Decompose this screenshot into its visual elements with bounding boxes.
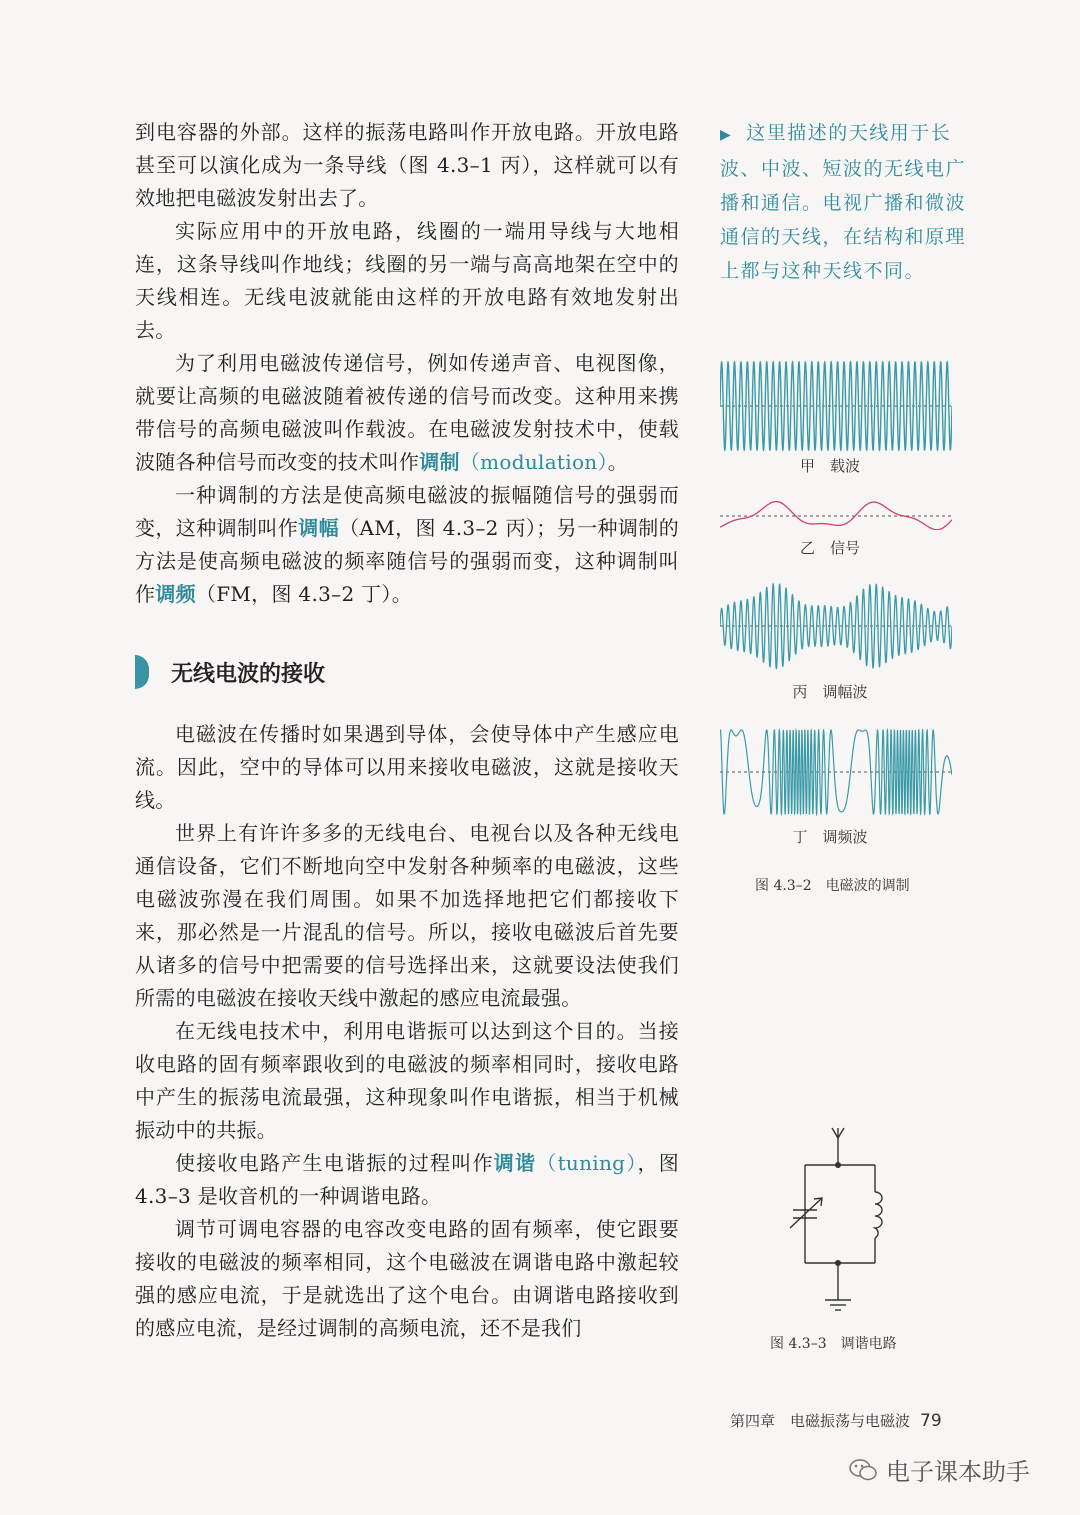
chapter-title: 第四章 电磁振荡与电磁波 bbox=[730, 1412, 911, 1430]
label-carrier: 甲 载波 bbox=[799, 457, 860, 475]
paragraph-9: 调节可调电容器的电容改变电路的固有频率，使它跟要接收的电磁波的频率相同，这个电磁波在调谐电路中激起较强的感应电流，于是就选出了这个电台。由调谐电路接收到的感应电流，是经过调制的高频电流，还不是我们 bbox=[135, 1217, 679, 1340]
paragraph-8: 使接收电路产生电谐振的过程叫作调谐（tuning），图 4.3–3 是收音机的一种调谐电路。 bbox=[135, 1151, 680, 1208]
tuning-circuit-diagram bbox=[780, 1120, 910, 1320]
main-text-block-2 bbox=[135, 718, 679, 1345]
label-signal: 乙 信号 bbox=[799, 539, 860, 557]
paragraph-2: 实际应用中的开放电路，线圈的一端用导线与大地相连，这条导线叫作地线；线圈的另一端与高高地架在空中的天线相连。无线电波就能由这样的开放电路有效地发射出去。 bbox=[135, 219, 679, 342]
carrier-wave bbox=[720, 362, 952, 450]
figure-4-3-3-caption: 图 4.3–3 调谐电路 bbox=[770, 1336, 897, 1352]
paragraph-4: 一种调制的方法是使高频电磁波的振幅随信号的强弱而变，这种调制叫作调幅（AM，图 4.3–2 丙）；另一种调制的方法是使高频电磁波的频率随信号的强弱而变，这种调制叫作调频（FM，图 4.3–2 丁）。 bbox=[135, 483, 679, 606]
figure-4-3-2-caption: 图 4.3–2 电磁波的调制 bbox=[755, 878, 910, 894]
side-note bbox=[720, 116, 970, 288]
carrier-wave-figure bbox=[720, 358, 952, 454]
paragraph-3: 为了利用电磁波传递信号，例如传递声音、电视图像，就要让高频的电磁波随着被传递的信号而改变。这种用来携带信号的高频电磁波叫作载波。在电磁波发射技术中，使载波随各种信号而改变的技术叫作调制（modulation）。 bbox=[135, 351, 679, 474]
watermark bbox=[848, 1452, 1030, 1487]
keyword-modulation: 调制 bbox=[419, 450, 460, 474]
page-number: 79 bbox=[920, 1411, 942, 1431]
am-wave-figure bbox=[720, 578, 952, 674]
section-marker bbox=[135, 655, 149, 689]
am-wave bbox=[720, 584, 952, 668]
section-heading bbox=[135, 655, 325, 689]
watermark-text: 电子课本助手 bbox=[886, 1458, 1030, 1486]
label-am: 丙 调幅波 bbox=[792, 683, 868, 701]
paragraph-7: 在无线电技术中，利用电谐振可以达到这个目的。当接收电路的固有频率跟收到的电磁波的频率相同时，接收电路中产生的振荡电流最强，这种现象叫作电谐振，相当于机械振动中的共振。 bbox=[135, 1019, 679, 1142]
fm-wave-figure bbox=[720, 726, 952, 818]
triangle-marker-icon: ▶ bbox=[720, 127, 733, 143]
main-text-block bbox=[135, 116, 679, 611]
side-note-text: 这里描述的天线用于长波、中波、短波的无线电广播和通信。电视广播和微波通信的天线，在结构和原理上都与这种天线不同。 bbox=[720, 122, 967, 282]
keyword-fm: 调频 bbox=[155, 582, 196, 606]
signal-figure bbox=[720, 492, 952, 530]
wechat-icon bbox=[848, 1457, 878, 1483]
page-footer bbox=[730, 1410, 942, 1431]
label-fm: 丁 调频波 bbox=[792, 828, 868, 846]
paragraph-1: 到电容器的外部。这样的振荡电路叫作开放电路。开放电路甚至可以演化成为一条导线（图 4.3–1 丙），这样就可以有效地把电磁波发射出去了。 bbox=[135, 120, 679, 210]
keyword-am: 调幅 bbox=[298, 516, 340, 540]
paragraph-5: 电磁波在传播时如果遇到导体，会使导体中产生感应电流。因此，空中的导体可以用来接收电磁波，这就是接收天线。 bbox=[135, 722, 679, 812]
paragraph-6: 世界上有许许多多的无线电台、电视台以及各种无线电通信设备，它们不断地向空中发射各种频率的电磁波，这些电磁波弥漫在我们周围。如果不加选择地把它们都接收下来，那必然是一片混乱的信号。所以，接收电磁波后首先要从诸多的信号中把需要的信号选择出来，这就要设法使我们所需的电磁波在接收天线中激起的感应电流最强。 bbox=[135, 821, 679, 1010]
keyword-tuning: 调谐 bbox=[493, 1151, 537, 1175]
section-title: 无线电波的接收 bbox=[171, 661, 326, 687]
